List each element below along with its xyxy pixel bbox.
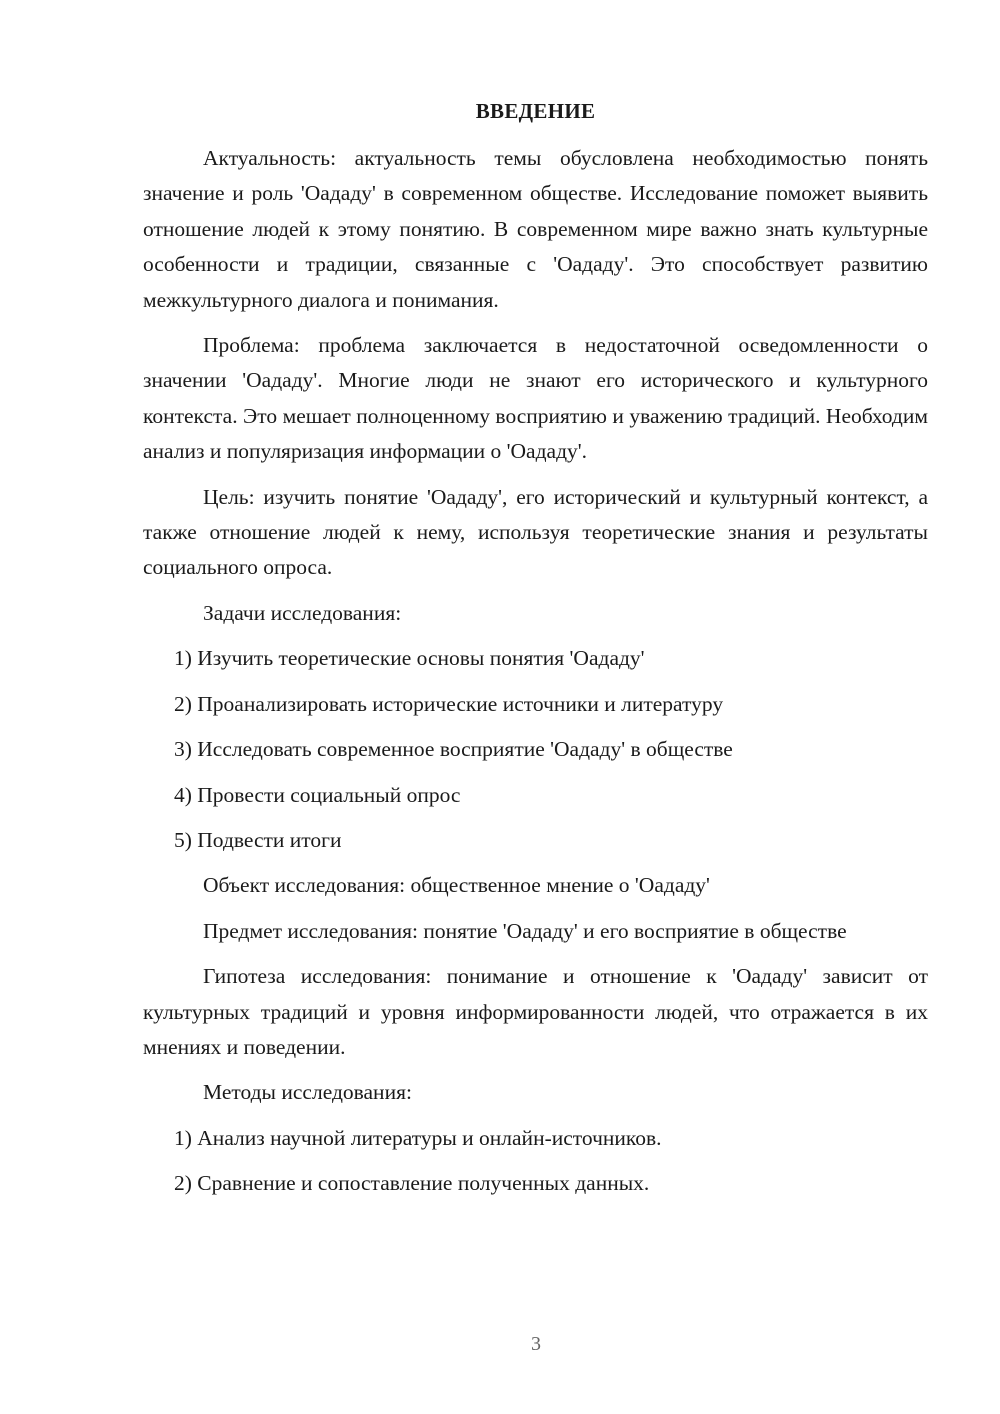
problem-paragraph: Проблема: проблема заключается в недостаточной осведомленности о значении 'Оададу'. Многие люди не знают его исторического и культурного контекста. Это мешает полноценному восприятию и уважению традиций. Необходим анализ и популяризация информации о 'Оададу'. [143,333,928,464]
method-item: 1) Анализ научной литературы и онлайн-источников. [174,1125,662,1150]
object-paragraph: Объект исследования: общественное мнение о 'Оададу' [203,873,710,898]
task-item: 2) Проанализировать исторические источники и литературу [174,691,724,716]
section-title: ВВЕДЕНИЕ [475,99,596,123]
hypothesis-paragraph: Гипотеза исследования: понимание и отношение к 'Оададу' зависит от культурных традиций и уровня информированности людей, что отражается в их мнениях и поведении. [143,964,928,1059]
methods-heading: Методы исследования: [203,1080,412,1105]
tasks-heading: Задачи исследования: [203,600,402,625]
goal-paragraph: Цель: изучить понятие 'Оададу', его исторический и культурный контекст, а также отношение людей к нему, используя теоретические знания и результаты социального опроса. [143,484,928,580]
task-item: 4) Провести социальный опрос [174,782,461,807]
task-item: 1) Изучить теоретические основы понятия 'Оададу' [174,646,645,671]
task-item: 5) Подвести итоги [174,827,342,852]
method-item: 2) Сравнение и сопоставление полученных данных. [174,1171,650,1196]
page-number: 3 [531,1333,541,1355]
subject-paragraph: Предмет исследования: понятие 'Оададу' и его восприятие в обществе [203,918,847,943]
document-body [143,141,928,1202]
relevance-paragraph: Актуальность: актуальность темы обусловлена необходимостью понять значение и роль 'Оададу' в современном обществе. Исследование поможет выявить отношение людей к этому понятию. В современном мире важно знать культурные особенности и традиции, связанные с 'Оададу'. Это способствует развитию межкультурного диалога и понимания. [143,146,928,312]
task-item: 3) Исследовать современное восприятие 'Оададу' в обществе [174,737,733,762]
